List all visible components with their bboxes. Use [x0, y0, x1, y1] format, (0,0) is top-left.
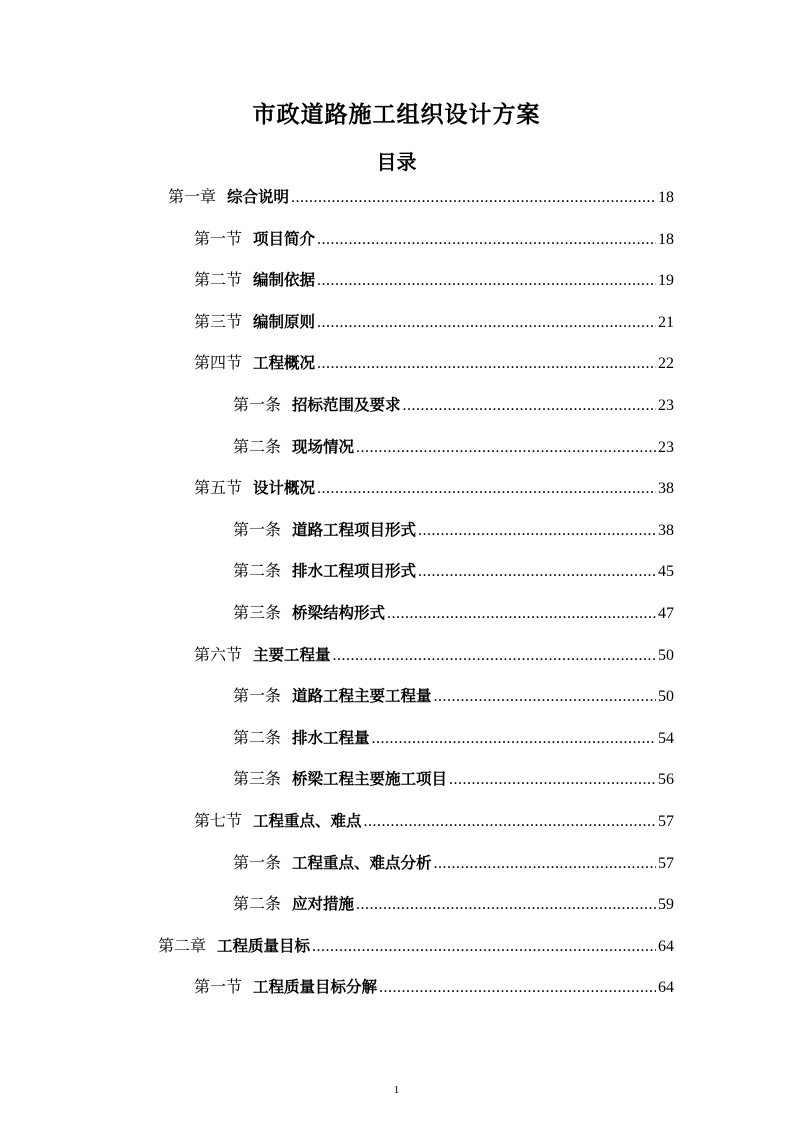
toc-leader-dots: [317, 352, 656, 376]
toc-leader-dots: [418, 519, 656, 543]
toc-entry-page: 21: [658, 313, 674, 331]
toc-entry-number: 第二节: [194, 270, 243, 290]
toc-entry-page: 56: [658, 771, 674, 789]
toc-leader-dots: [449, 768, 656, 792]
toc-entry-title: 应对措施: [292, 895, 355, 914]
toc-entry-title: 桥梁工程主要施工项目: [292, 770, 448, 789]
toc-entry-page: 18: [658, 230, 674, 248]
toc-leader-dots: [317, 311, 656, 335]
toc-entry-title: 编制原则: [253, 312, 316, 331]
toc-entry-number: 第五节: [194, 478, 243, 498]
toc-entry-number: 第七节: [194, 811, 243, 830]
toc-entry-number: 第一节: [194, 228, 243, 248]
toc-entry-title: 项目简介: [253, 229, 316, 248]
toc-entry-page: 54: [658, 729, 674, 747]
toc-entry-title: 综合说明: [227, 188, 290, 206]
toc-leader-dots: [379, 976, 656, 1000]
toc-entry[interactable]: [233, 518, 674, 542]
toc-leader-dots: [317, 477, 656, 501]
toc-leader-dots: [372, 727, 656, 751]
toc-entry-number: 第一节: [194, 977, 243, 997]
toc-entry-title: 现场情况: [292, 437, 355, 456]
toc-leader-dots: [434, 685, 656, 709]
toc-leader-dots: [317, 269, 656, 293]
toc-entry-page: 64: [658, 979, 674, 997]
toc-entry[interactable]: [168, 185, 674, 209]
toc-entry-number: 第一条: [233, 395, 282, 414]
toc-entry-title: 排水工程项目形式: [292, 562, 417, 581]
page-number: 1: [393, 1084, 400, 1096]
toc-entry[interactable]: [233, 767, 674, 791]
toc-entry[interactable]: [194, 268, 674, 292]
toc-entry-number: 第一章: [168, 187, 217, 206]
toc-leader-dots: [312, 935, 656, 959]
toc-entry-page: 50: [658, 688, 674, 706]
toc-entry-page: 47: [658, 605, 674, 622]
toc-entry[interactable]: [194, 643, 674, 667]
toc-entry-number: 第二条: [233, 436, 282, 456]
toc-entry-number: 第四节: [194, 353, 243, 373]
toc-entry-number: 第二条: [233, 561, 282, 581]
toc-entry[interactable]: [233, 892, 674, 916]
toc-entry[interactable]: [233, 851, 674, 875]
toc-entry-title: 工程概况: [253, 354, 316, 373]
toc-entry-page: 64: [658, 937, 674, 955]
toc-entry[interactable]: [233, 601, 674, 625]
toc-entry[interactable]: [233, 393, 674, 417]
toc-entry-page: 45: [658, 563, 674, 581]
toc-entry[interactable]: [233, 684, 674, 708]
toc-entry[interactable]: [194, 809, 674, 833]
toc-entry-title: 桥梁结构形式: [292, 604, 386, 622]
toc-entry[interactable]: [194, 975, 674, 999]
toc-leader-dots: [387, 602, 656, 626]
toc-entry-title: 工程重点、难点: [253, 812, 362, 830]
document-title: 市政道路施工组织设计方案: [252, 102, 541, 128]
toc-leader-dots: [418, 560, 656, 584]
toc-entry-title: 道路工程主要工程量: [292, 687, 432, 706]
toc-entry[interactable]: [194, 351, 674, 375]
toc-entry-title: 主要工程量: [253, 645, 331, 664]
toc-leader-dots: [356, 436, 656, 460]
toc-entry-page: 23: [658, 438, 674, 456]
toc-entry-page: 50: [658, 646, 674, 664]
toc-entry[interactable]: [194, 310, 674, 334]
toc-entry-title: 排水工程量: [292, 728, 370, 747]
toc-entry-page: 57: [658, 813, 674, 830]
toc-entry[interactable]: [194, 227, 674, 251]
toc-leader-dots: [356, 893, 656, 917]
toc-entry-title: 编制依据: [253, 271, 316, 290]
toc-entry-page: 18: [658, 189, 674, 206]
toc-entry-page: 38: [658, 521, 674, 539]
toc-leader-dots: [403, 394, 656, 418]
toc-entry-number: 第三节: [194, 311, 243, 331]
toc-entry-page: 59: [658, 896, 674, 914]
toc-entry[interactable]: [233, 435, 674, 459]
toc-entry-number: 第三条: [233, 769, 282, 789]
toc-leader-dots: [364, 810, 656, 834]
toc-entry-title: 工程质量目标分解: [253, 978, 378, 997]
toc-entry-title: 设计概况: [253, 479, 316, 498]
toc-entry-number: 第二条: [233, 727, 282, 747]
toc-entry-page: 19: [658, 272, 674, 290]
toc-entry-number: 第一条: [233, 686, 282, 706]
toc-entry-number: 第一条: [233, 519, 282, 539]
toc-entry[interactable]: [158, 934, 674, 958]
toc-entry-number: 第六节: [194, 644, 243, 664]
toc-leader-dots: [434, 852, 656, 876]
toc-entry-number: 第三条: [233, 603, 282, 622]
toc-entry[interactable]: [233, 726, 674, 750]
toc-entry[interactable]: [194, 476, 674, 500]
toc-entry-page: 38: [658, 480, 674, 498]
toc-entry-title: 招标范围及要求: [292, 396, 401, 414]
toc-entry-number: 第二条: [233, 894, 282, 914]
toc-entry-number: 第一条: [233, 852, 282, 872]
toc-leader-dots: [333, 644, 656, 668]
toc-entry-page: 22: [658, 355, 674, 373]
toc-entry-title: 工程质量目标: [217, 936, 311, 955]
toc-entry-title: 道路工程项目形式: [292, 520, 417, 539]
toc-heading: 目录: [376, 150, 417, 174]
toc-leader-dots: [317, 228, 656, 252]
toc-entry-page: 23: [658, 397, 674, 414]
toc-entry-number: 第二章: [158, 935, 207, 955]
toc-entry-title: 工程重点、难点分析: [292, 853, 432, 872]
toc-entry-page: 57: [658, 854, 674, 872]
toc-entry[interactable]: [233, 559, 674, 583]
toc-leader-dots: [291, 186, 656, 210]
